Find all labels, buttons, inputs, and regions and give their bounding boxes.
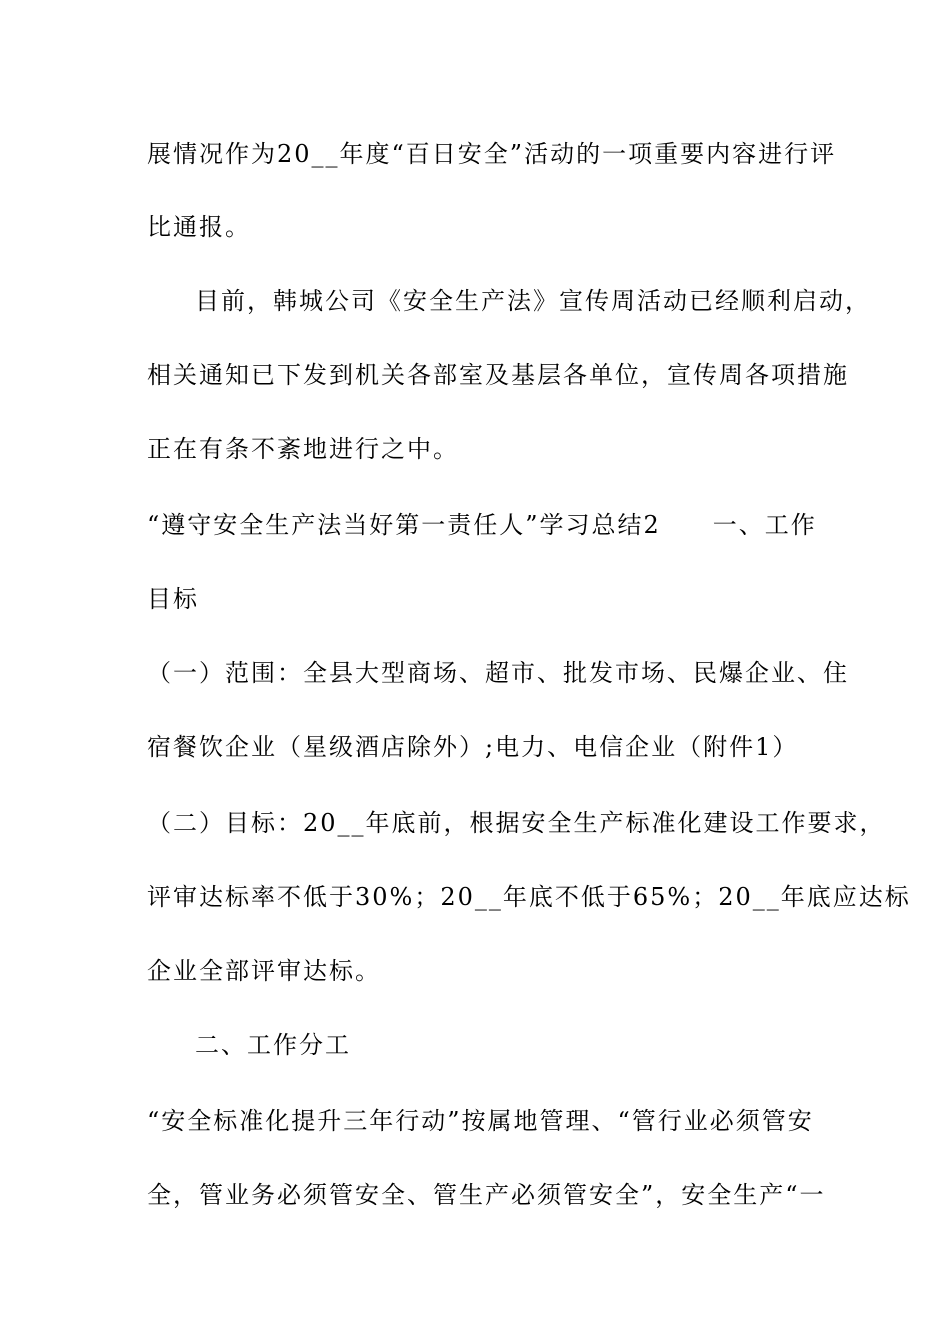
text-line: 正在有条不紊地进行之中。 [147, 435, 459, 463]
text-line: （二）目标：20__年底前，根据安全生产标准化建设工作要求， [147, 809, 886, 837]
section-heading: 二、工作分工 [195, 1031, 351, 1059]
text-line: 目标 [147, 585, 199, 613]
text-line: 展情况作为20__年度“百日安全”活动的一项重要内容进行评 [147, 140, 837, 168]
text-line: 企业全部评审达标。 [147, 957, 381, 985]
section-heading: “遵守安全生产法当好第一责任人”学习总结2 一、工作 [147, 511, 817, 539]
text-line: 目前，韩城公司《安全生产法》宣传周活动已经顺利启动， [195, 287, 871, 315]
text-line: 相关通知已下发到机关各部室及基层各单位，宣传周各项措施 [147, 361, 849, 389]
text-line: 宿餐饮企业（星级酒店除外）;电力、电信企业（附件1） [147, 733, 799, 761]
text-line: “安全标准化提升三年行动”按属地管理、“管行业必须管安 [147, 1107, 814, 1135]
text-line: 比通报。 [147, 213, 251, 241]
text-line: 全，管业务必须管安全、管生产必须管安全”，安全生产“一 [147, 1181, 826, 1209]
text-line: 评审达标率不低于30%；20__年底不低于65%；20__年底应达标 [147, 883, 911, 911]
text-line: （一）范围：全县大型商场、超市、批发市场、民爆企业、住 [147, 659, 849, 687]
